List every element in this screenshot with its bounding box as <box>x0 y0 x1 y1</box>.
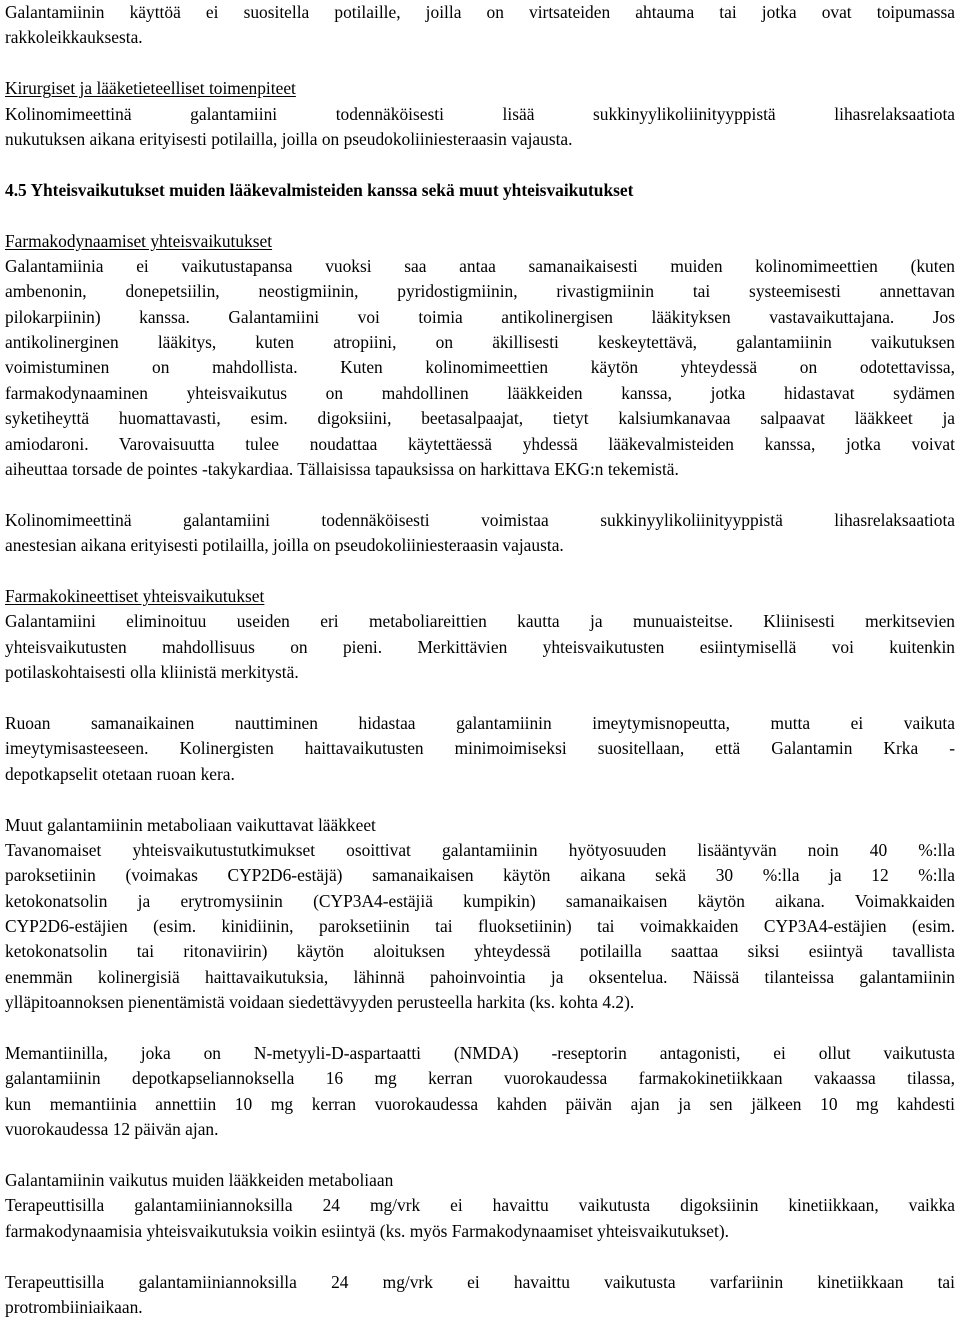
text-line: potilaskohtaisesti olla kliinistä merkitystä. <box>5 662 299 683</box>
document-page <box>5 0 955 1320</box>
section-title: 4.5 Yhteisvaikutukset muiden lääkevalmisteiden kanssa sekä muut yhteisvaikutukset <box>5 179 634 200</box>
pharmacodynamic-section <box>5 229 955 559</box>
text-line: amiodaroni. Varovaisuutta tulee noudattaa käytettäessä yhdessä lääkevalmisteiden kanssa, jotka voivat <box>5 433 955 454</box>
subsection-heading: Farmakokineettiset yhteisvaikutukset <box>5 585 265 606</box>
text-line: CYP2D6-estäjien (esim. kinidiinin, paroksetiinin tai fluoksetiinin) tai voimakkaiden CYP3A4-estäjien (esim. <box>5 916 955 937</box>
text-line: enemmän kolinergisiä haittavaikutuksia, lähinnä pahoinvointia ja oksentelua. Näissä tilanteissa galantamiinin <box>5 966 955 987</box>
text-line: Galantamiinin käyttöä ei suositella potilaille, joilla on virtsateiden ahtauma tai jotka ovat toipumassa <box>5 2 955 22</box>
text-line: anestesian aikana erityisesti potilailla, joilla on pseudokoliiniesteraasin vajausta. <box>5 535 564 556</box>
text-line: Galantamiini eliminoituu useiden eri metaboliareittien kautta ja munuaisteitse. Kliinisesti merkitsevien <box>5 611 955 632</box>
text-line: farmakodynaamisia yhteisvaikutuksia voikin esiintyä (ks. myös Farmakodynaamiset yhteisvaikutukset). <box>5 1220 729 1241</box>
text-line: Galantamiinia ei vaikutustapansa vuoksi saa antaa samanaikaisesti muiden kolinomimeettien (kuten <box>5 255 955 276</box>
section-heading: Kirurgiset ja lääketieteelliset toimenpiteet <box>5 78 296 99</box>
text-line: depotkapselit otetaan ruoan kera. <box>5 763 235 784</box>
text-line: voimistuminen on mahdollista. Kuten kolinomimeettien käytön yhteydessä on odotettavissa, <box>5 357 955 378</box>
text-line: ylläpitoannoksen pienentämistä voidaan siedettävyyden perusteella harkita (ks. kohta 4.2). <box>5 992 635 1013</box>
text-line: Tavanomaiset yhteisvaikutustutkimukset osoittivat galantamiinin hyötyosuuden lisääntyvän noin 40 %:lla <box>5 839 955 860</box>
text-line: ketokonatsolin tai ritonaviirin) käytön aloituksen yhteydessä potilailla saattaa siksi esiintyä tavallista <box>5 941 955 962</box>
effect-on-others-section <box>5 1168 955 1320</box>
text-line: Ruoan samanaikainen nauttiminen hidastaa galantamiinin imeytymisnopeutta, mutta ei vaikuta <box>5 712 955 733</box>
text-line: Terapeuttisilla galantamiiniannoksilla 24 mg/vrk ei havaittu vaikutusta varfariinin kinetiikkaan tai <box>5 1271 955 1292</box>
subsection-heading: Muut galantamiinin metaboliaan vaikuttavat lääkkeet <box>5 814 376 835</box>
text-line: nukutuksen aikana erityisesti potilailla, joilla on pseudokoliiniesteraasin vajausta. <box>5 128 573 149</box>
text-line: yhteisvaikutusten mahdollisuus on pieni. Merkittävien yhteisvaikutusten esiintymisellä voi kuitenkin <box>5 636 955 657</box>
text-line: Memantiinilla, joka on N-metyyli-D-aspartaatti (NMDA) -reseptorin antagonisti, ei ollut vaikutusta <box>5 1043 955 1064</box>
pharmacokinetic-section <box>5 584 955 787</box>
surgical-section <box>5 76 955 152</box>
intro-paragraph <box>5 0 955 51</box>
text-line: imeytymisasteeseen. Kolinergisten haittavaikutusten minimoimiseksi suositellaan, että Galantamin Krka - <box>5 738 955 759</box>
text-line: ambenonin, donepetsiilin, neostigmiinin, pyridostigmiinin, rivastigmiinin tai systeemisesti annettavan <box>5 281 955 302</box>
text-line: pilokarpiinin) kanssa. Galantamiini voi toimia antikolinergisen lääkityksen vastavaikuttajana. Jos <box>5 306 955 327</box>
text-line: paroksetiinin (voimakas CYP2D6-estäjä) samanaikaisen käytön aikana sekä 30 %:lla ja 12 %:lla <box>5 865 955 886</box>
subsection-heading: Galantamiinin vaikutus muiden lääkkeiden metaboliaan <box>5 1169 394 1190</box>
text-line: ketokonatsolin ja erytromysiinin (CYP3A4-estäjiä kumpikin) samanaikaisen käytön aikana. Voimakkaiden <box>5 890 955 911</box>
text-line: Kolinomimeettinä galantamiini todennäköisesti lisää sukkinyylikoliinityyppistä lihasrelaksaatiota <box>5 103 955 124</box>
text-line: vuorokaudessa 12 päivän ajan. <box>5 1119 219 1140</box>
text-line: aiheuttaa torsade de pointes -takykardiaa. Tällaisissa tapauksissa on harkittava EKG:n tekemistä. <box>5 459 679 480</box>
subsection-heading: Farmakodynaamiset yhteisvaikutukset <box>5 230 273 251</box>
text-line: antikolinerginen lääkitys, kuten atropiini, on äkillisesti keskeytettävä, galantamiinin vaikutuksen <box>5 332 955 353</box>
metabolism-affecting-section <box>5 813 955 1143</box>
text-line: Kolinomimeettinä galantamiini todennäköisesti voimistaa sukkinyylikoliinityyppistä lihasrelaksaatiota <box>5 509 955 530</box>
text-line: rakkoleikkauksesta. <box>5 27 143 48</box>
text-line: Terapeuttisilla galantamiiniannoksilla 24 mg/vrk ei havaittu vaikutusta digoksiinin kinetiikkaan, vaikka <box>5 1195 955 1216</box>
text-line: farmakodynaaminen yhteisvaikutus on mahdollinen lääkkeiden kanssa, jotka hidastavat sydämen <box>5 382 955 403</box>
text-line: protrombiiniaikaan. <box>5 1296 143 1317</box>
text-line: kun memantiinia annettiin 10 mg kerran vuorokaudessa kahden päivän ajan ja sen jälkeen 10 mg kahdesti <box>5 1093 955 1114</box>
text-line: galantamiinin depotkapseliannoksella 16 mg kerran vuorokaudessa farmakokinetiikkaan vakaassa tilassa, <box>5 1068 955 1089</box>
text-line: syketiheyttä huomattavasti, esim. digoksiini, beetasalpaajat, tietyt kalsiumkanavaa salpaavat lääkkeet ja <box>5 408 955 429</box>
